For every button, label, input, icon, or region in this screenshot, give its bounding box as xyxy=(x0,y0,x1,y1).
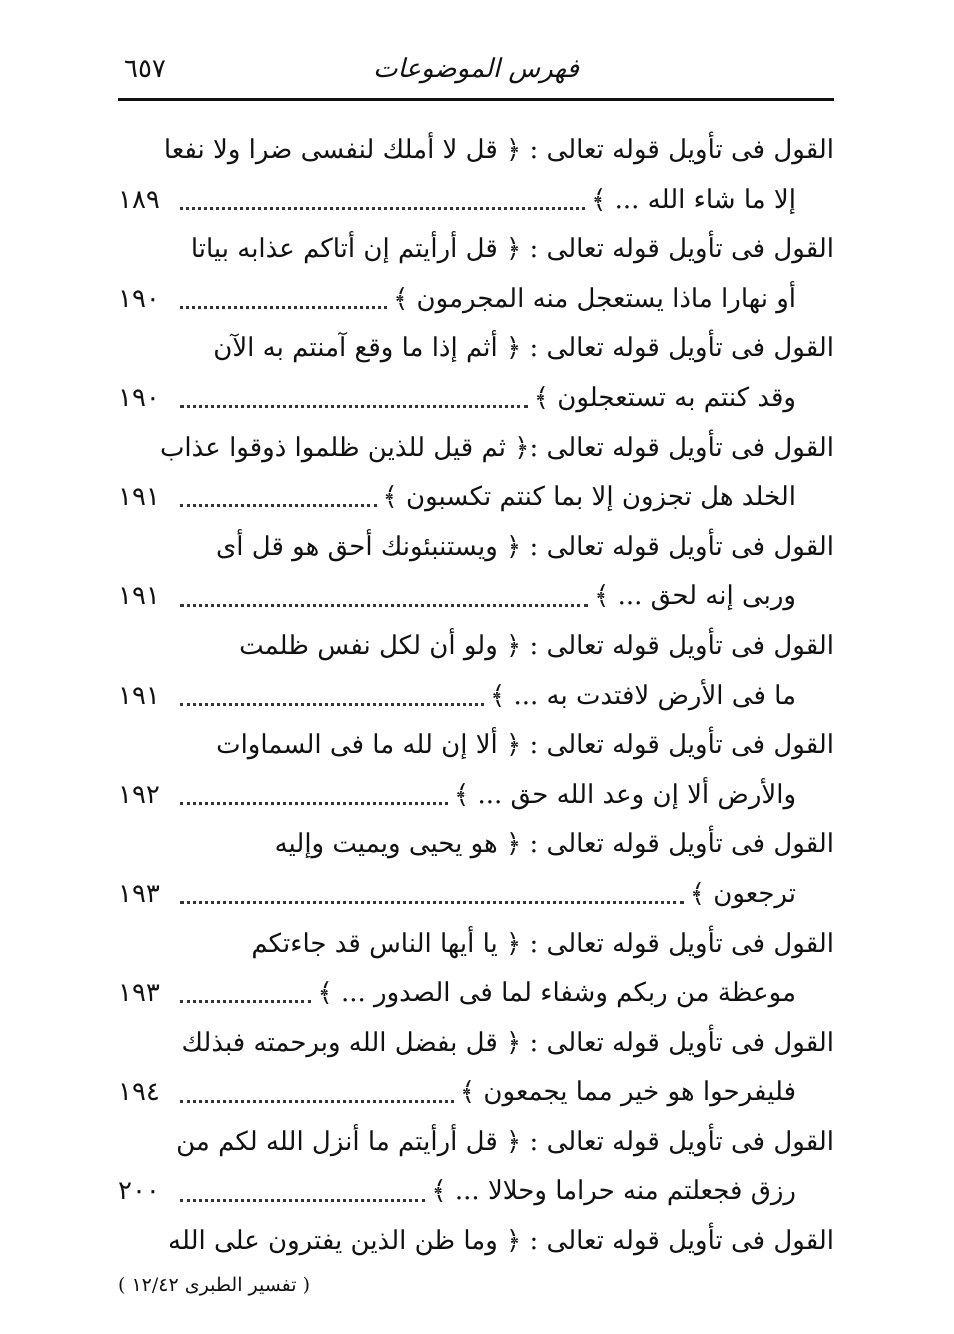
toc-page-number: ١٩٣ xyxy=(118,878,160,909)
toc-entry-heading: القول فى تأويل قوله تعالى : ﴿ قل لا أملك لنفسى ضرا ولا نفعا xyxy=(163,135,834,165)
footer-note: ( تفسير الطبرى ١٢/٤٢ ) xyxy=(118,1274,311,1296)
leader-dots xyxy=(180,1098,454,1103)
toc-page-number: ١٩٠ xyxy=(118,283,160,314)
toc-entry-heading: القول فى تأويل قوله تعالى : ﴿ قل أرأيتم ما أنزل الله لكم من xyxy=(176,1126,834,1157)
toc-entry-text: وربى إنه لحق ... ﴾ xyxy=(594,581,796,612)
toc-entry-heading: القول فى تأويل قوله تعالى : ﴿ ولو أن لكل نفس ظلمت xyxy=(239,630,834,661)
toc-entry-heading: القول فى تأويل قوله تعالى : ﴿ قل أرأيتم إن أتاكم عذابه بياتا xyxy=(190,234,834,265)
toc-entry-continuation xyxy=(118,374,834,424)
toc-entry-text: أو نهارا ماذا يستعجل منه المجرمون ﴾ xyxy=(393,283,796,314)
page-header xyxy=(118,48,834,98)
toc-entry-continuation xyxy=(118,1167,834,1217)
toc-entry-text: إلا ما شاء الله ... ﴾ xyxy=(591,184,796,215)
toc-entry-continuation xyxy=(118,473,834,523)
toc-page-number: ١٩١ xyxy=(118,680,160,711)
toc-entry-continuation xyxy=(118,672,834,722)
toc-entry-continuation xyxy=(118,572,834,622)
toc-entry-continuation xyxy=(118,275,834,325)
leader-dots xyxy=(180,304,387,309)
leader-dots xyxy=(180,602,588,607)
toc-entry-text: موعظة من ربكم وشفاء لما فى الصدور ... ﴾ xyxy=(317,978,796,1009)
toc-entries xyxy=(118,126,834,1267)
page-number: ٦٥٧ xyxy=(124,54,166,84)
leader-dots xyxy=(180,502,377,507)
toc-entry-text: وقد كنتم به تستعجلون ﴾ xyxy=(533,382,796,413)
toc-entry-text: رزق فجعلتم منه حراما وحلالا ... ﴾ xyxy=(431,1176,796,1207)
leader-dots xyxy=(180,998,311,1003)
toc-entry-text: ما فى الأرض لافتدت به ... ﴾ xyxy=(489,680,796,711)
header-rule xyxy=(118,98,834,101)
toc-entry-continuation xyxy=(118,771,834,821)
toc-entry-continuation xyxy=(118,1068,834,1118)
leader-dots xyxy=(180,205,585,210)
toc-entry-text: والأرض ألا إن وعد الله حق ... ﴾ xyxy=(453,779,796,810)
toc-entry-heading: القول فى تأويل قوله تعالى : ﴿ ألا إن لله ما فى السماوات xyxy=(216,730,834,761)
leader-dots xyxy=(180,800,448,805)
toc-page-number: ١٩١ xyxy=(118,482,160,513)
toc-entry-continuation xyxy=(118,969,834,1019)
leader-dots xyxy=(180,701,484,706)
toc-page-number: ١٩٣ xyxy=(118,978,160,1009)
leader-dots xyxy=(180,1197,425,1202)
leader-dots xyxy=(180,899,684,904)
toc-entry-heading: القول فى تأويل قوله تعالى : ﴿ قل بفضل الله وبرحمته فبذلك xyxy=(181,1027,834,1058)
toc-page-number: ٢٠٠ xyxy=(118,1176,160,1207)
toc-page-number: ١٩٤ xyxy=(118,1077,160,1108)
toc-entry-continuation xyxy=(118,870,834,920)
leader-dots xyxy=(180,403,528,408)
toc-page-number: ١٨٩ xyxy=(118,184,160,215)
toc-entry-text: فليفرحوا هو خير مما يجمعون ﴾ xyxy=(459,1077,796,1108)
toc-entry-text: ترجعون ﴾ xyxy=(689,878,796,909)
toc-entry-text: الخلد هل تجزون إلا بما كنتم تكسبون ﴾ xyxy=(382,482,796,513)
toc-entry-heading: القول فى تأويل قوله تعالى :﴿ ثم قيل للذين ظلموا ذوقوا عذاب xyxy=(159,432,834,463)
toc-entry-heading: القول فى تأويل قوله تعالى : ﴿ هو يحيى ويميت وإليه xyxy=(274,829,834,860)
toc-entry-heading: القول فى تأويل قوله تعالى : ﴿ أثم إذا ما وقع آمنتم به الآن xyxy=(213,333,834,364)
toc-page-number: ١٩٢ xyxy=(118,779,160,810)
running-title: فهرس الموضوعات xyxy=(373,54,579,84)
toc-entry-heading: القول فى تأويل قوله تعالى : ﴿ ويستنبئونك أحق هو قل أى xyxy=(215,531,834,562)
toc-entry-continuation xyxy=(118,176,834,226)
toc-page-number: ١٩١ xyxy=(118,581,160,612)
toc-page-number: ١٩٠ xyxy=(118,382,160,413)
toc-entry-heading: القول فى تأويل قوله تعالى : ﴿ يا أيها الناس قد جاءتكم xyxy=(251,928,834,959)
toc-entry-heading: القول فى تأويل قوله تعالى : ﴿ وما ظن الذين يفترون على الله xyxy=(168,1226,834,1257)
